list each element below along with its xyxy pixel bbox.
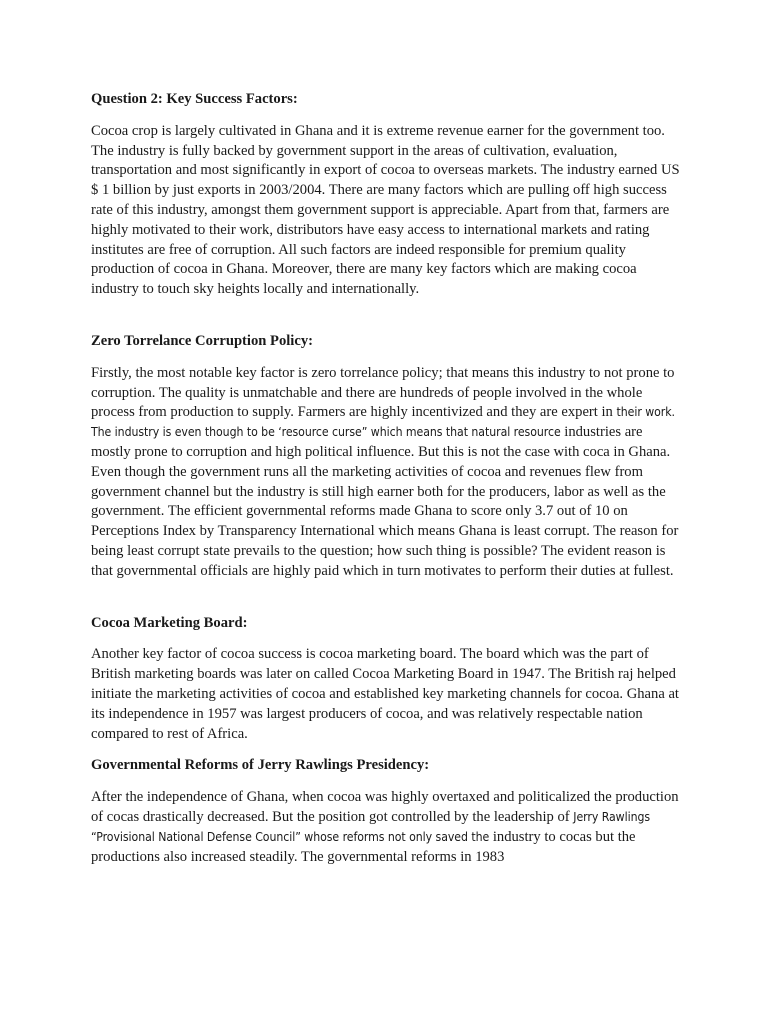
section-heading: Question 2: Key Success Factors:: [91, 91, 298, 107]
section-paragraph: [91, 364, 681, 582]
paragraph-run: After the independence of Ghana, when cocoa was highly overtaxed and politicalized the production of cocas drastically decreased. But the position got controlled by the leadership of: [91, 789, 679, 825]
section-heading: Zero Torrelance Corruption Policy:: [91, 332, 313, 349]
section-key-success-factors: [91, 90, 681, 300]
section-zero-tolerance: [91, 332, 681, 582]
section-governmental-reforms: [91, 756, 681, 867]
document-page: [91, 90, 681, 867]
section-cocoa-marketing-board: [91, 614, 681, 745]
paragraph-run: industries are mostly prone to corruption and high political influence. But this is not the case with coca in Ghana. Even though the government runs all the marketing activities of cocoa and revenues flew from government channel but the industry is still high earner both for the producers, labor as well as the government. The efficient governmental reforms made Ghana to score only 3.7 out of 10 on Perceptions Index by Transparency International which means Ghana is least corrupt. The reason for being least corrupt state prevails to the question; how such thing is possible? The evident reason is that governmental officials are highly paid which in turn motivates to perform their duties at fullest.: [91, 424, 679, 579]
section-heading: Cocoa Marketing Board:: [91, 614, 248, 631]
section-paragraph: Cocoa crop is largely cultivated in Ghana and it is extreme revenue earner for the government too. The industry is fully backed by government support in the areas of cultivation, evaluation, transportation and most significantly in export of cocoa to overseas markets. The industry earned US $ 1 billion by just exports in 2003/2004. There are many factors which are pulling off high success rate of this industry, amongst them government support is appreciable. Apart from that, farmers are highly motivated to their work, distributors have easy access to international markets and rating institutes are free of corruption. All such factors are indeed responsible for premium quality production of cocoa in Ghana. Moreover, there are many key factors which are making cocoa industry to touch sky heights locally and internationally.: [91, 122, 680, 298]
section-heading: Governmental Reforms of Jerry Rawlings Presidency:: [91, 757, 430, 774]
paragraph-run: industry to cocas but the productions also increased steadily. The governmental reforms in 1983: [91, 828, 636, 865]
section-paragraph: Another key factor of cocoa success is cocoa marketing board. The board which was the part of British marketing boards was later on called Cocoa Marketing Board in 1947. The British raj helped initiate the marketing activities of cocoa and established key marketing channels for cocoa. Ghana at its independence in 1957 was largest producers of cocoa, and was relatively respectable nation compared to rest of Africa.: [91, 646, 679, 742]
paragraph-run-sans: Jerry Rawlings “Provisional National Defense Council” whose reforms not only saved the: [91, 809, 651, 844]
section-paragraph: [91, 788, 681, 867]
paragraph-run: Firstly, the most notable key factor is zero torrelance policy; that means this industry to not prone to corruption. The quality is unmatchable and there are hundreds of people involved in the whole process from production to supply. Farmers are highly incentivized and they are expert in: [91, 364, 675, 421]
paragraph-run-sans: their work. The industry is even though to be ‘resource curse” which means that natural resource: [91, 405, 675, 440]
